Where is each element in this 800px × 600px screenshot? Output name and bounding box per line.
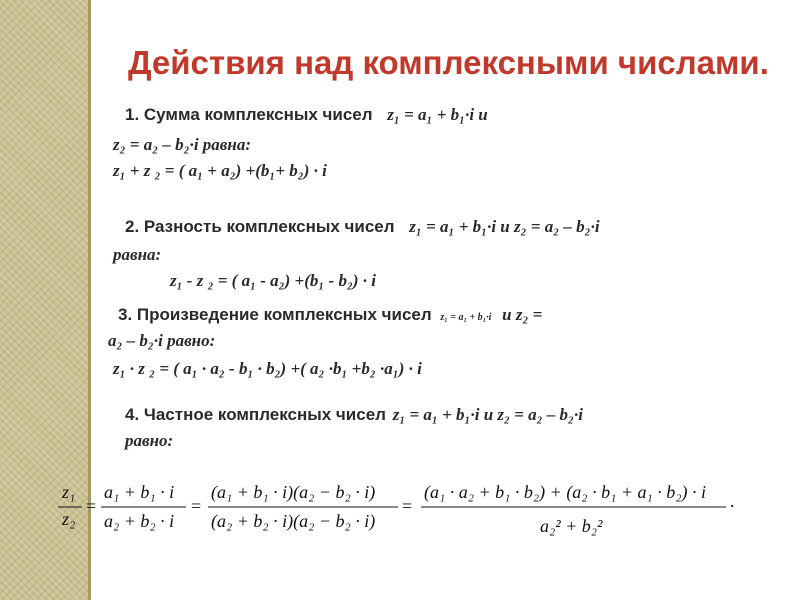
slide-title: Действия над комплексными числами.	[128, 44, 769, 81]
quot-z1-z2: z₁ = a₁ + b₁·i и z₂ = a₂ – b₂·i	[392, 405, 583, 424]
equals-sign-3: =	[402, 496, 413, 516]
sum-heading: 1. Сумма комплексных чисел	[125, 105, 373, 124]
formula-end-dot: .	[730, 491, 735, 511]
f2-numerator: (a₁ + b₁ · i)(a₂ − b₂ · i)	[211, 482, 376, 502]
prod-z2-start: и z₂ =	[502, 305, 543, 324]
equals-sign-1: =	[86, 496, 97, 516]
lhs-denominator: z₂	[62, 509, 76, 529]
sum-z1: z₁ = a₁ + b₁·i и	[387, 105, 488, 124]
diff-formula: z₁ - z ₂ = ( a₁ - a₂) +(b₁ - b₂) · i	[170, 271, 377, 290]
diff-heading: 2. Разность комплексных чисел	[125, 217, 395, 236]
f1-numerator: a₁ + b₁ · i	[104, 482, 175, 502]
sum-z2: z₂ = a₂ – b₂·i равна:	[113, 135, 252, 154]
prod-heading: 3. Произведение комплексных чисел	[118, 305, 432, 324]
lhs-numerator: z₁	[62, 482, 76, 502]
diff-z1-z2: z₁ = a₁ + b₁·i и z₂ = a₂ – b₂·i	[409, 217, 600, 236]
diff-equals-label: равна:	[113, 245, 162, 264]
prod-formula: z₁ · z ₂ = ( a₁ · a₂ - b₁ · b₂) +( a₂ ·b₁ +b₂ ·a₁) · i	[113, 359, 422, 378]
sum-formula: z₁ + z ₂ = ( a₁ + a₂) +(b₁+ b₂) · i	[113, 161, 327, 180]
f2-denominator: (a₂ + b₂ · i)(a₂ − b₂ · i)	[211, 511, 376, 531]
quot-equals-label: равно:	[125, 431, 174, 450]
equals-sign-2: =	[191, 496, 202, 516]
f3-numerator: (a₁ · a₂ + b₁ · b₂) + (a₂ · b₁ + a₁ · b₂) · i	[424, 482, 706, 502]
f3-denominator: a₂² + b₂²	[540, 516, 603, 536]
prod-z2-end: a₂ – b₂·i равно:	[108, 331, 216, 350]
f1-denominator: a₂ + b₂ · i	[104, 511, 175, 531]
prod-z1-small: z₁ = a₁ + b₁·i	[440, 312, 492, 323]
quot-heading: 4. Частное комплексных чисел	[125, 405, 386, 424]
